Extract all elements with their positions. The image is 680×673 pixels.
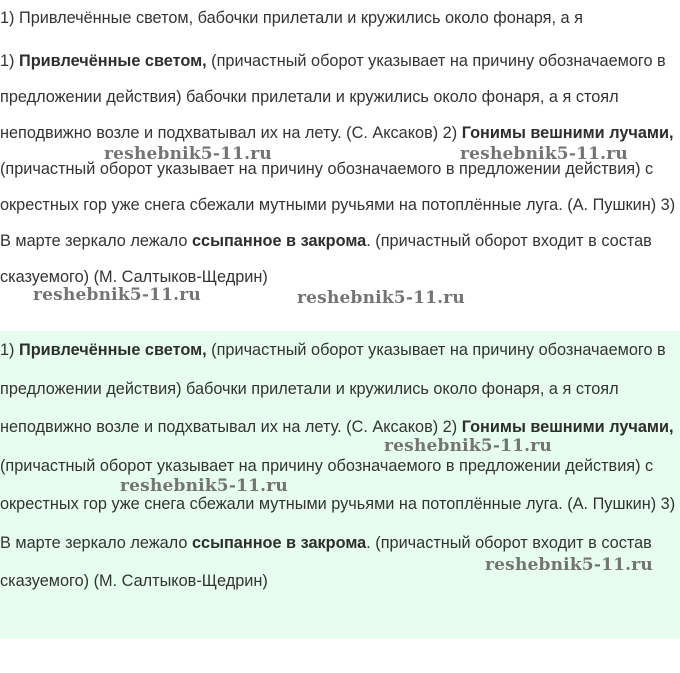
answer-block-green: [0, 331, 680, 639]
watermark: reshebnik5-11.ru: [120, 476, 288, 496]
explanation-text-3: . (причастный оборот входит в состав сказуемого) (М. Салтыков-Щедрин): [0, 533, 652, 590]
item-number: 1): [0, 341, 20, 359]
watermark: reshebnik5-11.ru: [33, 285, 201, 305]
watermark: reshebnik5-11.ru: [485, 555, 653, 575]
truncated-top-line: 1) Привлечённые светом, бабочки прилетали и кружились около фонаря, а я: [0, 9, 583, 27]
watermark: reshebnik5-11.ru: [460, 144, 628, 164]
explanation-text-1: (причастный оборот указывает на причину обозначаемого в предложении действия) бабочки прилетали и кружились около фонаря, а я стоял неподвижно возле и подхватывал их на лету. (С. Аксаков) 2): [0, 52, 666, 142]
watermark: reshebnik5-11.ru: [384, 436, 552, 456]
bold-phrase-3: ссыпанное в закрома: [191, 533, 367, 552]
watermark: reshebnik5-11.ru: [297, 288, 465, 308]
explanation-text-3: . (причастный оборот входит в состав сказуемого) (М. Салтыков-Щедрин): [0, 232, 652, 286]
bold-phrase-1: Привлечённые светом,: [19, 52, 207, 70]
bold-phrase-1: Привлечённые светом,: [19, 341, 207, 359]
bold-phrase-3: ссыпанное в закрома: [191, 232, 367, 250]
explanation-text-2: (причастный оборот указывает на причину обозначаемого в предложении действия) с окрестных гор уже снега сбежали мутными ручьями на потоплённые луга. (А. Пушкин) 3) В марте зеркало лежало: [0, 456, 676, 552]
watermark: reshebnik5-11.ru: [104, 144, 272, 164]
explanation-text-2: (причастный оборот указывает на причину обозначаемого в предложении действия) с окрестных гор уже снега сбежали мутными ручьями на потоплённые луга. (А. Пушкин) 3) В марте зеркало лежало: [0, 160, 676, 250]
bold-phrase-2: Гонимы вешними лучами,: [461, 418, 674, 436]
item-number: 1): [0, 52, 20, 70]
bold-phrase-2: Гонимы вешними лучами,: [461, 124, 674, 142]
explanation-text-1: (причастный оборот указывает на причину обозначаемого в предложении действия) бабочки прилетали и кружились около фонаря, а я стоял неподвижно возле и подхватывал их на лету. (С. Аксаков) 2): [0, 341, 666, 436]
answer-paragraph: [0, 43, 680, 295]
